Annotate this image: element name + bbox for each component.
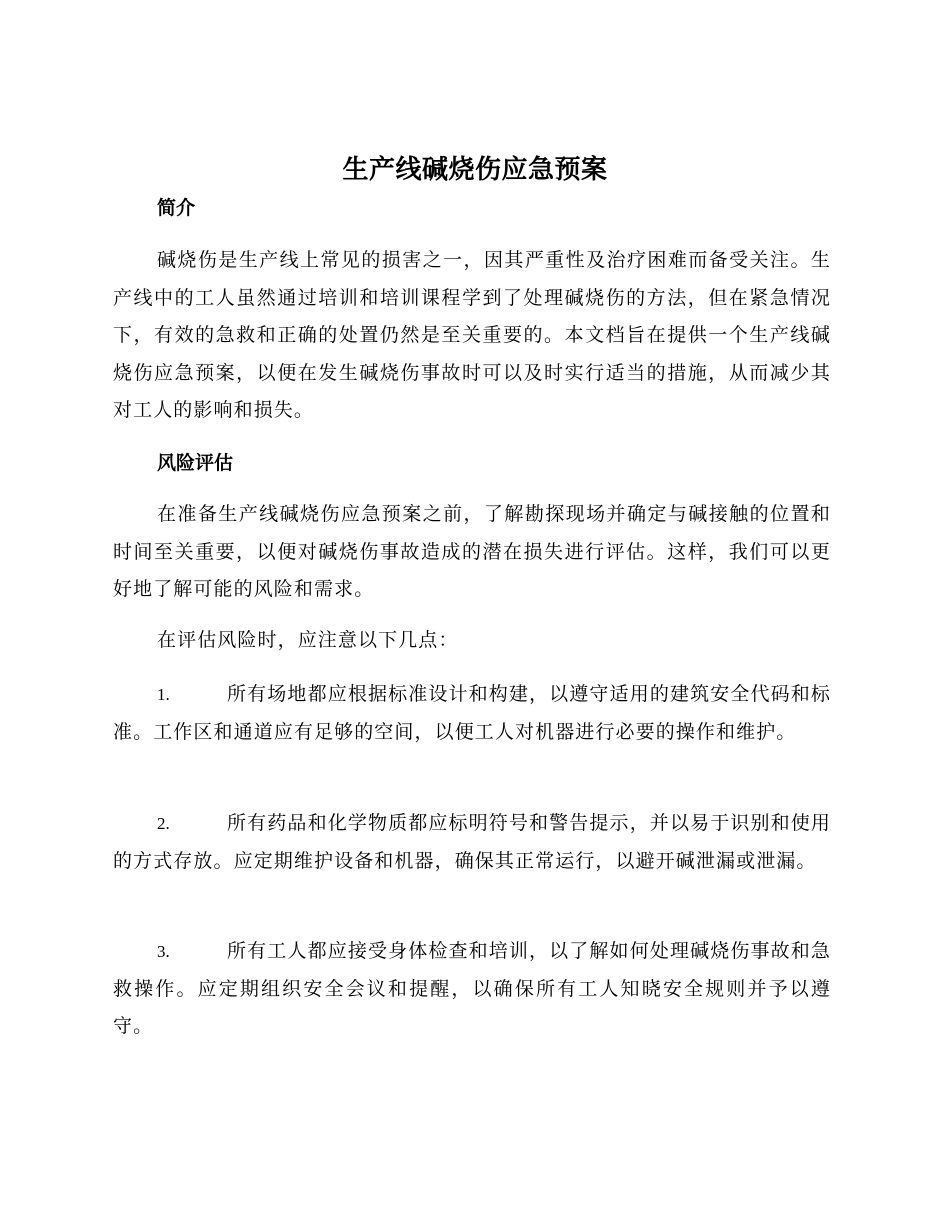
intro-paragraph: 碱烧伤是生产线上常见的损害之一，因其严重性及治疗困难而备受关注。生产线中的工人虽然通过培训和培训课程学到了处理碱烧伤的方法，但在紧急情况下，有效的急救和正确的处置仍然是至关重要的。本文档旨在提供一个生产线碱烧伤应急预案，以便在发生碱烧伤事故时可以及时实行适当的措施，从而减少其对工人的影响和损失。 <box>113 249 831 421</box>
section-heading-risk-assessment: 风险评估 <box>157 452 234 474</box>
risk-paragraph: 在准备生产线碱烧伤应急预案之前，了解勘探现场并确定与碱接触的位置和时间至关重要，以便对碱烧伤事故造成的潜在损失进行评估。这样，我们可以更好地了解可能的风险和需求。 <box>113 503 831 600</box>
list-number: 2. <box>157 814 170 833</box>
risk-list-item-2 <box>113 805 831 880</box>
list-number: 1. <box>157 685 170 704</box>
list-item-text: 所有药品和化学物质都应标明符号和警告提示，并以易于识别和使用的方式存放。应定期维护设备和机器，确保其正常运行，以避开碱泄漏或泄漏。 <box>113 812 831 872</box>
list-item-text: 所有场地都应根据标准设计和构建，以遵守适用的建筑安全代码和标准。工作区和通道应有足够的空间，以便工人对机器进行必要的操作和维护。 <box>113 683 831 743</box>
list-item-text: 所有工人都应接受身体检查和培训，以了解如何处理碱烧伤事故和急救操作。应定期组织安全会议和提醒，以确保所有工人知晓安全规则并予以遵守。 <box>113 940 831 1037</box>
risk-list-item-1 <box>113 676 831 751</box>
list-number: 3. <box>157 942 170 961</box>
document-title: 生产线碱烧伤应急预案 <box>342 155 608 185</box>
risk-list-intro: 在评估风险时，应注意以下几点： <box>157 629 459 651</box>
section-heading-intro: 简介 <box>157 197 196 219</box>
risk-list-item-3 <box>113 933 831 1046</box>
